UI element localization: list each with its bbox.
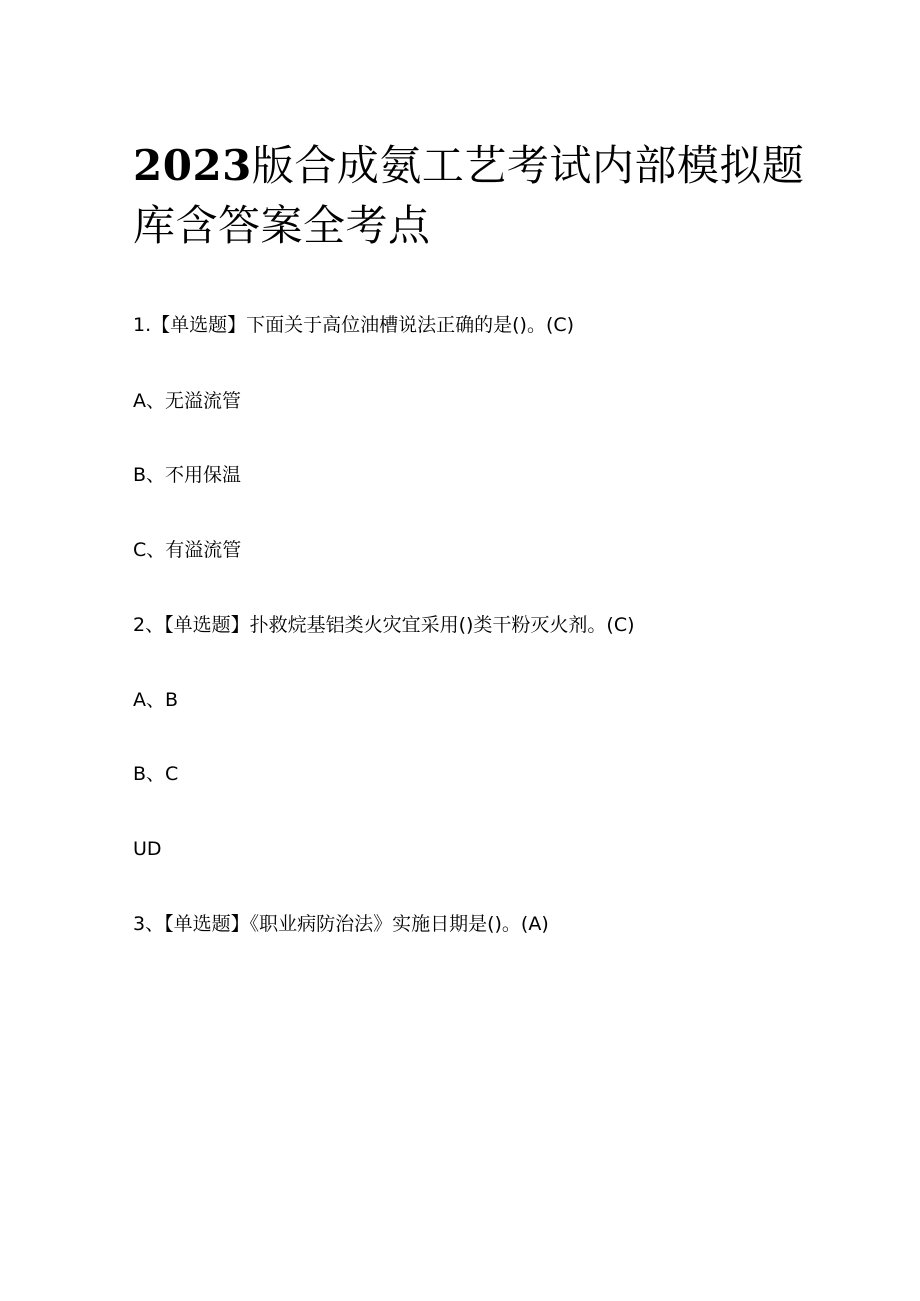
question-2-option-b: B、C (133, 763, 179, 785)
question-2-option-c: UD (133, 838, 162, 860)
question-2-stem: 2、【单选题】扑救烷基铝类火灾宜采用()类干粉灭火剂。(C) (133, 614, 635, 636)
document-title (133, 136, 805, 256)
question-1-stem: 1.【单选题】下面关于高位油槽说法正确的是()。(C) (133, 314, 575, 336)
question-1-option-b: B、不用保温 (133, 464, 242, 486)
question-1-option-c: C、有溢流管 (133, 539, 242, 561)
title-year: 2023 (133, 141, 252, 190)
title-line-2: 库含答案全考点 (133, 201, 431, 250)
question-1-option-a: A、无溢流管 (133, 390, 241, 412)
question-2-option-a: A、B (133, 689, 179, 711)
title-line-1-text: 版合成氨工艺考试内部模拟题 (251, 141, 805, 190)
title-line-1 (133, 136, 805, 196)
question-3-stem: 3、【单选题】《职业病防治法》实施日期是()。(A) (133, 913, 549, 935)
